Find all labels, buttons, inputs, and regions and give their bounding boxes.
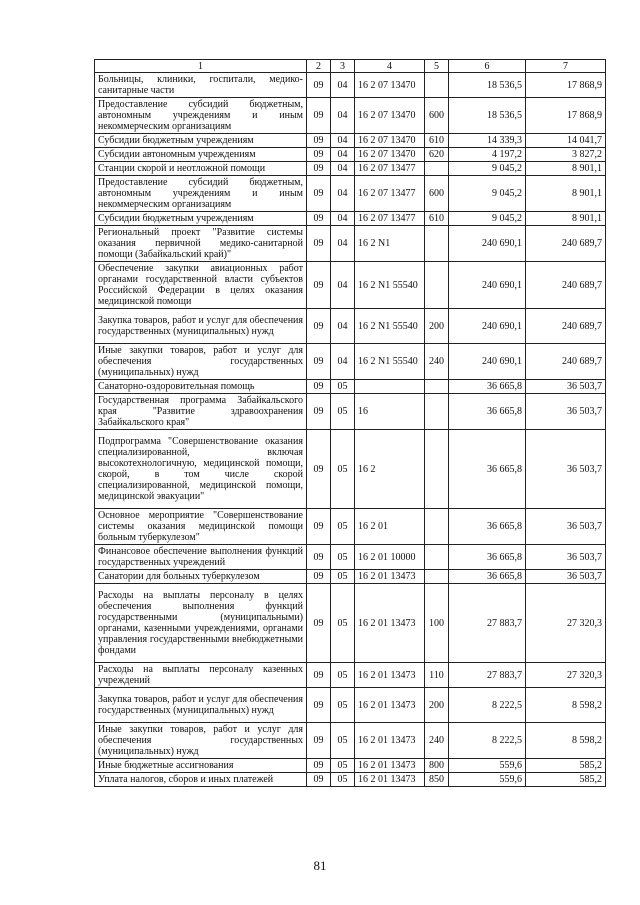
target-article-cell: 16 2 01 [355, 509, 425, 545]
target-article-cell: 16 2 N1 55540 [355, 309, 425, 344]
subsection-code-cell: 05 [331, 759, 355, 773]
expense-name-cell: Уплата налогов, сборов и иных платежей [95, 773, 307, 787]
table-row [95, 309, 606, 344]
section-code-cell: 09 [307, 148, 331, 162]
amount-year-1-cell: 36 665,8 [449, 394, 526, 430]
section-code-cell: 09 [307, 545, 331, 570]
target-article-cell: 16 2 07 13477 [355, 162, 425, 176]
amount-year-2-cell: 36 503,7 [526, 394, 606, 430]
expense-name-cell: Государственная программа Забайкальского края "Развитие здравоохранения Забайкальского края" [95, 394, 307, 430]
amount-year-1-cell: 14 339,3 [449, 134, 526, 148]
amount-year-2-cell: 14 041,7 [526, 134, 606, 148]
expense-name-cell: Иные закупки товаров, работ и услуг для обеспечения государственных (муниципальных) нужд [95, 344, 307, 380]
amount-year-1-cell: 8 222,5 [449, 688, 526, 723]
section-code-cell: 09 [307, 309, 331, 344]
table-row [95, 212, 606, 226]
expense-name-cell: Предоставление субсидий бюджетным, автономным учреждениям и иным некоммерческим организациям [95, 176, 307, 212]
expense-name-cell: Основное мероприятие "Совершенствование системы оказания медицинской помощи больным туберкулезом" [95, 509, 307, 545]
table-row [95, 134, 606, 148]
section-code-cell: 09 [307, 773, 331, 787]
header-row [95, 60, 606, 73]
amount-year-1-cell: 9 045,2 [449, 176, 526, 212]
table-row [95, 262, 606, 309]
amount-year-2-cell: 17 868,9 [526, 98, 606, 134]
target-article-cell: 16 2 07 13477 [355, 212, 425, 226]
table-row [95, 176, 606, 212]
amount-year-1-cell: 27 883,7 [449, 584, 526, 663]
column-header-4: 4 [355, 60, 425, 73]
amount-year-2-cell: 8 901,1 [526, 162, 606, 176]
table-row [95, 584, 606, 663]
expense-name-cell: Подпрограмма "Совершенствование оказания специализированной, включая высокотехнологичную, медицинской помощи, скорой, в том числе скорой специализированной, медицинской помощи, медицинской эвакуации" [95, 430, 307, 509]
section-code-cell: 09 [307, 162, 331, 176]
amount-year-1-cell: 8 222,5 [449, 723, 526, 759]
expense-type-cell: 800 [425, 759, 449, 773]
expense-name-cell: Региональный проект "Развитие системы оказания первичной медико-санитарной помощи (Забайкальский край)" [95, 226, 307, 262]
expense-type-cell [425, 226, 449, 262]
expense-type-cell [425, 509, 449, 545]
section-code-cell: 09 [307, 394, 331, 430]
target-article-cell: 16 2 07 13470 [355, 73, 425, 98]
table-row [95, 688, 606, 723]
subsection-code-cell: 05 [331, 545, 355, 570]
table-row [95, 148, 606, 162]
expense-type-cell [425, 162, 449, 176]
table-row [95, 73, 606, 98]
budget-table-sheet [94, 59, 605, 787]
expense-name-cell: Расходы на выплаты персоналу казенных учреждений [95, 663, 307, 688]
section-code-cell: 09 [307, 380, 331, 394]
amount-year-1-cell: 36 665,8 [449, 570, 526, 584]
target-article-cell: 16 [355, 394, 425, 430]
target-article-cell: 16 2 07 13470 [355, 148, 425, 162]
expense-name-cell: Закупка товаров, работ и услуг для обеспечения государственных (муниципальных) нужд [95, 309, 307, 344]
expense-name-cell: Субсидии бюджетным учреждениям [95, 134, 307, 148]
amount-year-2-cell: 36 503,7 [526, 509, 606, 545]
expense-type-cell: 240 [425, 344, 449, 380]
amount-year-1-cell: 240 690,1 [449, 262, 526, 309]
amount-year-2-cell: 240 689,7 [526, 309, 606, 344]
amount-year-1-cell: 9 045,2 [449, 212, 526, 226]
table-row [95, 394, 606, 430]
section-code-cell: 09 [307, 430, 331, 509]
expense-name-cell: Закупка товаров, работ и услуг для обеспечения государственных (муниципальных) нужд [95, 688, 307, 723]
amount-year-2-cell: 27 320,3 [526, 663, 606, 688]
amount-year-1-cell: 9 045,2 [449, 162, 526, 176]
subsection-code-cell: 05 [331, 509, 355, 545]
target-article-cell: 16 2 01 13473 [355, 759, 425, 773]
table-body [95, 73, 606, 787]
section-code-cell: 09 [307, 509, 331, 545]
expense-type-cell [425, 73, 449, 98]
subsection-code-cell: 04 [331, 344, 355, 380]
section-code-cell: 09 [307, 723, 331, 759]
expense-name-cell: Иные закупки товаров, работ и услуг для обеспечения государственных (муниципальных) нужд [95, 723, 307, 759]
target-article-cell [355, 380, 425, 394]
column-header-1: 1 [95, 60, 307, 73]
subsection-code-cell: 05 [331, 570, 355, 584]
table-row [95, 430, 606, 509]
amount-year-1-cell: 240 690,1 [449, 344, 526, 380]
expense-name-cell: Станции скорой и неотложной помощи [95, 162, 307, 176]
amount-year-1-cell: 18 536,5 [449, 98, 526, 134]
expense-type-cell: 600 [425, 176, 449, 212]
expense-type-cell: 200 [425, 309, 449, 344]
section-code-cell: 09 [307, 73, 331, 98]
subsection-code-cell: 05 [331, 394, 355, 430]
amount-year-2-cell: 27 320,3 [526, 584, 606, 663]
section-code-cell: 09 [307, 759, 331, 773]
expense-name-cell: Субсидии бюджетным учреждениям [95, 212, 307, 226]
amount-year-2-cell: 8 598,2 [526, 688, 606, 723]
section-code-cell: 09 [307, 98, 331, 134]
amount-year-2-cell: 36 503,7 [526, 430, 606, 509]
amount-year-2-cell: 8 598,2 [526, 723, 606, 759]
target-article-cell: 16 2 01 13473 [355, 663, 425, 688]
column-header-5: 5 [425, 60, 449, 73]
budget-table [94, 59, 606, 787]
amount-year-2-cell: 36 503,7 [526, 380, 606, 394]
expense-type-cell [425, 545, 449, 570]
expense-type-cell: 610 [425, 212, 449, 226]
subsection-code-cell: 04 [331, 134, 355, 148]
amount-year-2-cell: 585,2 [526, 759, 606, 773]
amount-year-1-cell: 18 536,5 [449, 73, 526, 98]
subsection-code-cell: 04 [331, 162, 355, 176]
subsection-code-cell: 05 [331, 773, 355, 787]
expense-type-cell: 110 [425, 663, 449, 688]
amount-year-1-cell: 36 665,8 [449, 509, 526, 545]
subsection-code-cell: 05 [331, 663, 355, 688]
amount-year-1-cell: 559,6 [449, 759, 526, 773]
column-header-7: 7 [526, 60, 606, 73]
subsection-code-cell: 05 [331, 688, 355, 723]
amount-year-2-cell: 3 827,2 [526, 148, 606, 162]
table-row [95, 344, 606, 380]
table-row [95, 226, 606, 262]
expense-type-cell [425, 430, 449, 509]
target-article-cell: 16 2 [355, 430, 425, 509]
target-article-cell: 16 2 01 10000 [355, 545, 425, 570]
expense-type-cell: 240 [425, 723, 449, 759]
subsection-code-cell: 04 [331, 73, 355, 98]
subsection-code-cell: 05 [331, 430, 355, 509]
table-row [95, 98, 606, 134]
target-article-cell: 16 2 07 13470 [355, 98, 425, 134]
amount-year-2-cell: 36 503,7 [526, 545, 606, 570]
target-article-cell: 16 2 01 13473 [355, 723, 425, 759]
target-article-cell: 16 2 N1 55540 [355, 344, 425, 380]
target-article-cell: 16 2 N1 [355, 226, 425, 262]
section-code-cell: 09 [307, 344, 331, 380]
subsection-code-cell: 04 [331, 212, 355, 226]
amount-year-1-cell: 36 665,8 [449, 430, 526, 509]
target-article-cell: 16 2 01 13473 [355, 584, 425, 663]
subsection-code-cell: 04 [331, 148, 355, 162]
table-row [95, 545, 606, 570]
expense-name-cell: Обеспечение закупки авиационных работ органами государственной власти субъектов Российской Федерации в целях оказания медицинской помощи [95, 262, 307, 309]
amount-year-2-cell: 240 689,7 [526, 226, 606, 262]
table-row [95, 723, 606, 759]
expense-type-cell: 600 [425, 98, 449, 134]
expense-type-cell [425, 262, 449, 309]
target-article-cell: 16 2 07 13470 [355, 134, 425, 148]
section-code-cell: 09 [307, 212, 331, 226]
subsection-code-cell: 05 [331, 584, 355, 663]
amount-year-1-cell: 559,6 [449, 773, 526, 787]
section-code-cell: 09 [307, 584, 331, 663]
section-code-cell: 09 [307, 226, 331, 262]
target-article-cell: 16 2 01 13473 [355, 688, 425, 723]
subsection-code-cell: 04 [331, 176, 355, 212]
subsection-code-cell: 04 [331, 262, 355, 309]
amount-year-2-cell: 585,2 [526, 773, 606, 787]
target-article-cell: 16 2 01 13473 [355, 570, 425, 584]
subsection-code-cell: 05 [331, 380, 355, 394]
subsection-code-cell: 04 [331, 98, 355, 134]
amount-year-1-cell: 240 690,1 [449, 309, 526, 344]
amount-year-2-cell: 17 868,9 [526, 73, 606, 98]
expense-name-cell: Предоставление субсидий бюджетным, автономным учреждениям и иным некоммерческим организациям [95, 98, 307, 134]
expense-type-cell [425, 394, 449, 430]
expense-type-cell: 850 [425, 773, 449, 787]
expense-type-cell [425, 570, 449, 584]
table-row [95, 759, 606, 773]
expense-type-cell: 100 [425, 584, 449, 663]
page-number: 81 [313, 858, 327, 873]
subsection-code-cell: 04 [331, 309, 355, 344]
table-row [95, 773, 606, 787]
section-code-cell: 09 [307, 688, 331, 723]
expense-name-cell: Иные бюджетные ассигнования [95, 759, 307, 773]
amount-year-2-cell: 8 901,1 [526, 212, 606, 226]
expense-type-cell: 620 [425, 148, 449, 162]
section-code-cell: 09 [307, 262, 331, 309]
target-article-cell: 16 2 07 13477 [355, 176, 425, 212]
table-row [95, 509, 606, 545]
section-code-cell: 09 [307, 134, 331, 148]
section-code-cell: 09 [307, 570, 331, 584]
section-code-cell: 09 [307, 663, 331, 688]
amount-year-1-cell: 36 665,8 [449, 545, 526, 570]
column-header-3: 3 [331, 60, 355, 73]
amount-year-1-cell: 36 665,8 [449, 380, 526, 394]
target-article-cell: 16 2 N1 55540 [355, 262, 425, 309]
amount-year-1-cell: 240 690,1 [449, 226, 526, 262]
column-header-2: 2 [307, 60, 331, 73]
table-row [95, 380, 606, 394]
expense-name-cell: Расходы на выплаты персоналу в целях обеспечения выполнения функций государственными (муниципальными) органами, казенными учреждениями, органами управления государственными внебюджетными фондами [95, 584, 307, 663]
table-row [95, 162, 606, 176]
target-article-cell: 16 2 01 13473 [355, 773, 425, 787]
expense-name-cell: Субсидии автономным учреждениям [95, 148, 307, 162]
expense-name-cell: Больницы, клиники, госпитали, медико-санитарные части [95, 73, 307, 98]
subsection-code-cell: 04 [331, 226, 355, 262]
column-header-6: 6 [449, 60, 526, 73]
table-row [95, 570, 606, 584]
amount-year-2-cell: 240 689,7 [526, 262, 606, 309]
subsection-code-cell: 05 [331, 723, 355, 759]
table-row [95, 663, 606, 688]
expense-type-cell: 610 [425, 134, 449, 148]
amount-year-2-cell: 240 689,7 [526, 344, 606, 380]
expense-name-cell: Финансовое обеспечение выполнения функций государственных учреждений [95, 545, 307, 570]
amount-year-2-cell: 36 503,7 [526, 570, 606, 584]
section-code-cell: 09 [307, 176, 331, 212]
expense-name-cell: Санаторно-оздоровительная помощь [95, 380, 307, 394]
amount-year-1-cell: 27 883,7 [449, 663, 526, 688]
expense-type-cell [425, 380, 449, 394]
amount-year-2-cell: 8 901,1 [526, 176, 606, 212]
amount-year-1-cell: 4 197,2 [449, 148, 526, 162]
expense-name-cell: Санатории для больных туберкулезом [95, 570, 307, 584]
expense-type-cell: 200 [425, 688, 449, 723]
